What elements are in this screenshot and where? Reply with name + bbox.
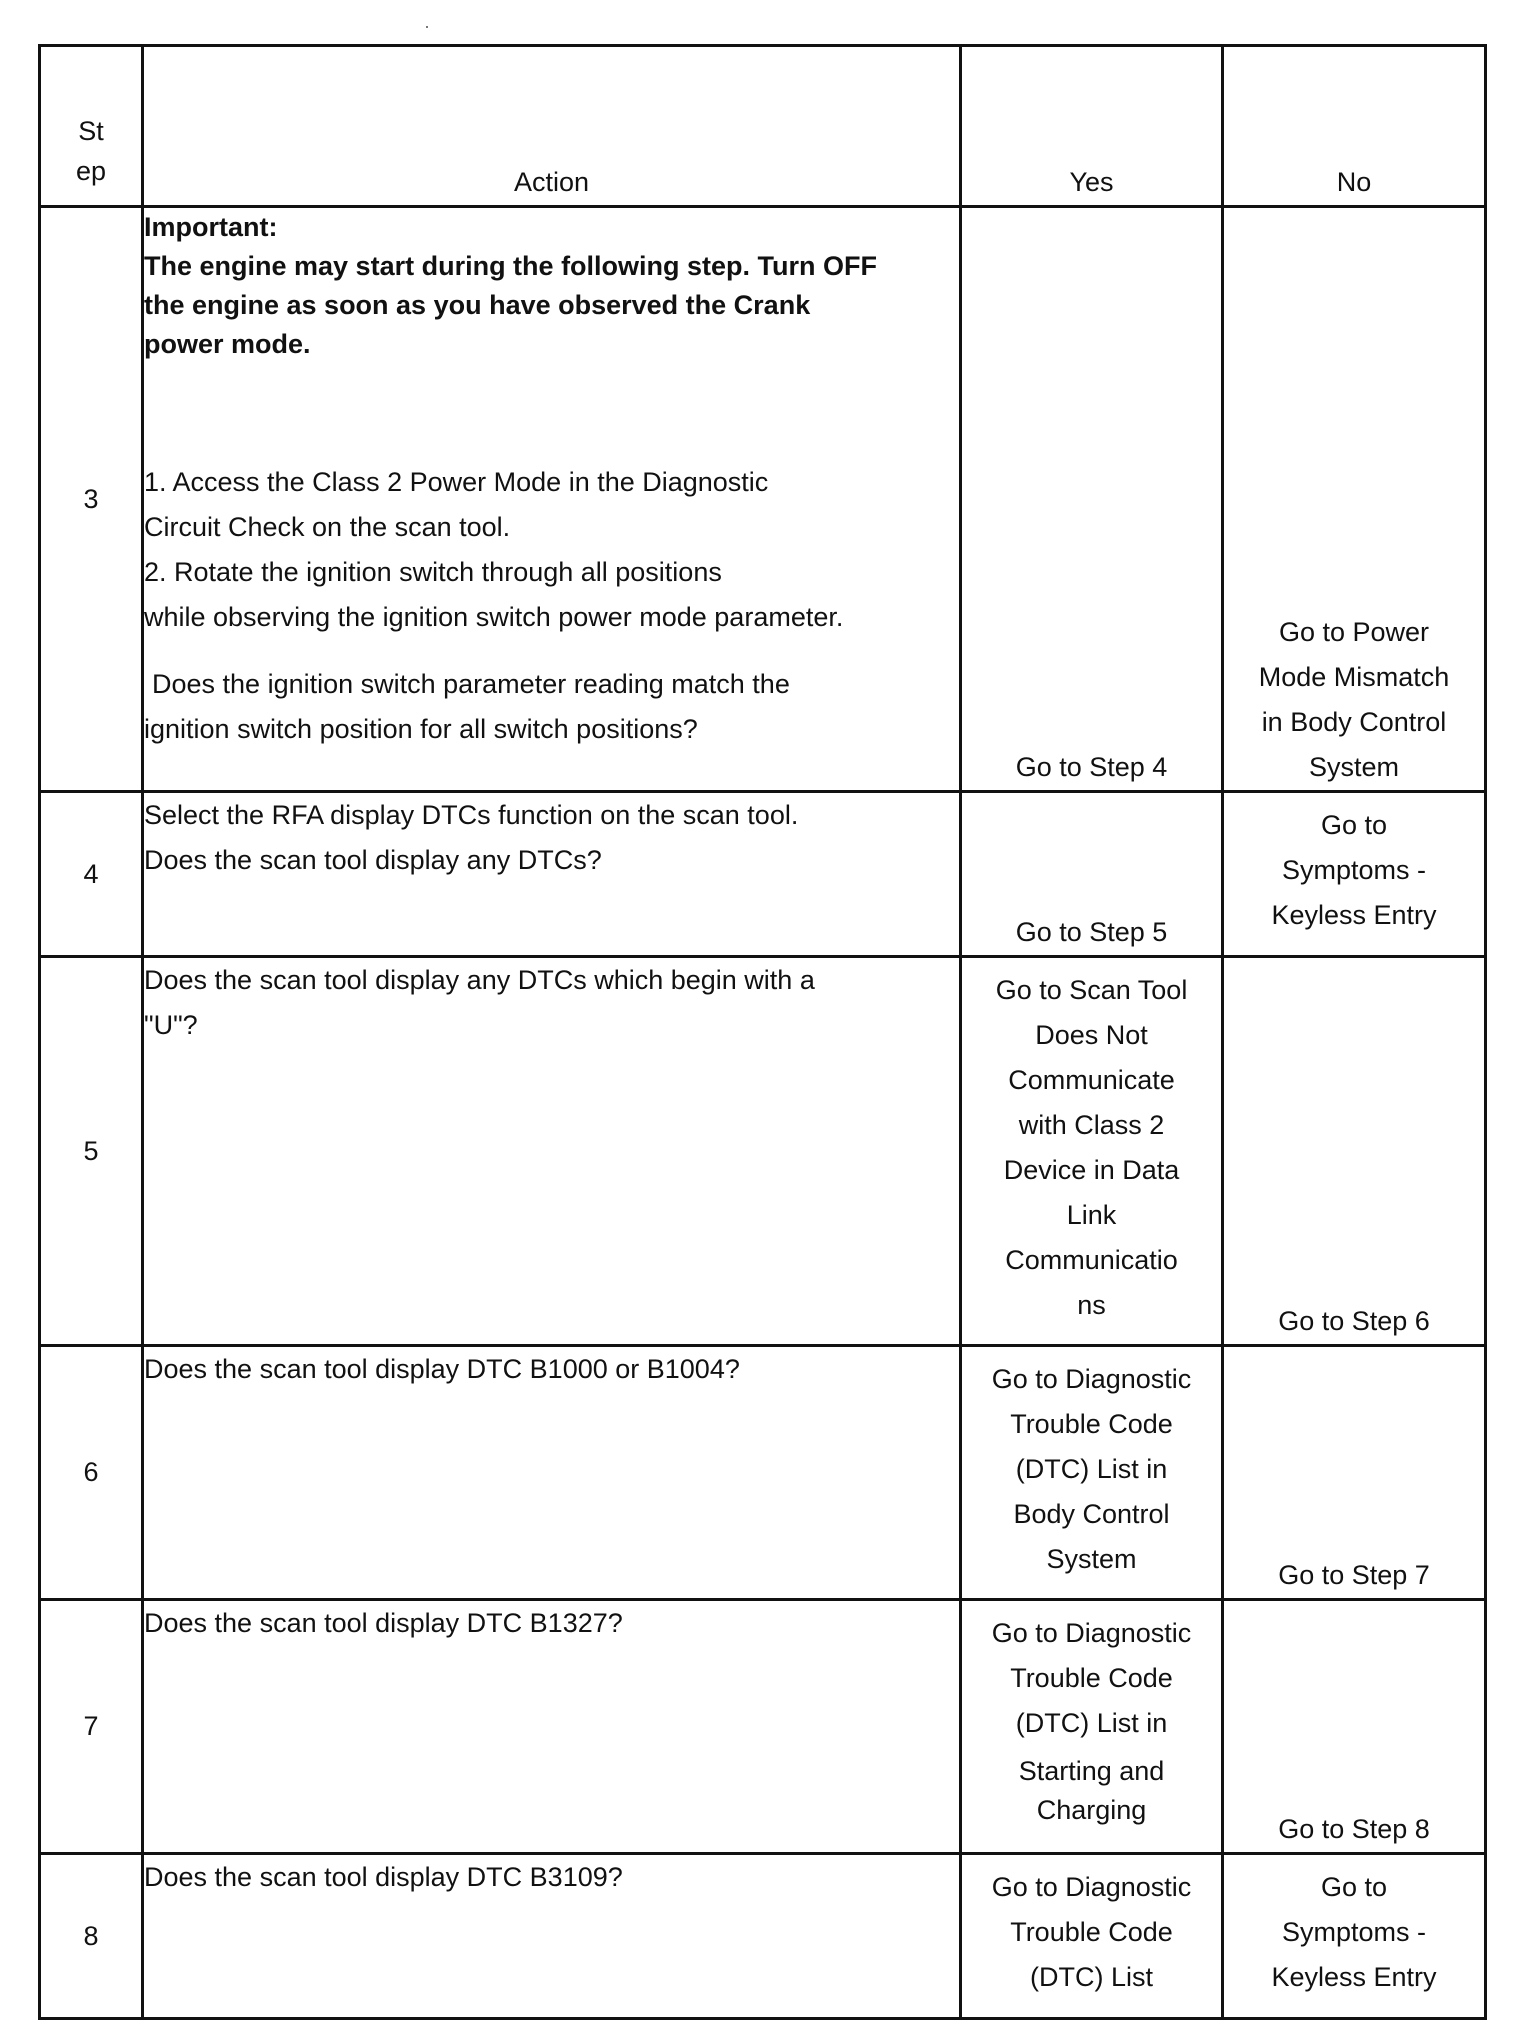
- diagnostic-table: [38, 44, 1487, 2020]
- no-text: Keyless Entry: [1271, 900, 1437, 930]
- important-text: The engine may start during the following step. Turn OFF: [144, 251, 878, 281]
- no-text: Symptoms -: [1281, 1917, 1427, 1947]
- action-cell: [143, 1854, 961, 2019]
- yes-text: Go to Step 4: [1015, 752, 1168, 782]
- yes-text: Go to Diagnostic: [991, 1364, 1192, 1394]
- no-text: Keyless Entry: [1271, 1962, 1437, 1992]
- step-number: 6: [40, 1346, 143, 1600]
- no-result: [1223, 1854, 1486, 2019]
- yes-result: [961, 1854, 1223, 2019]
- no-text: Go to Step 6: [1278, 1306, 1430, 1336]
- table-row: [40, 1854, 1486, 2019]
- action-text-cont: "U"?: [144, 1010, 198, 1040]
- step-number: 4: [40, 792, 143, 957]
- question-text-cont: ignition switch position for all switch positions?: [144, 714, 698, 744]
- step-number: 8: [40, 1854, 143, 2019]
- yes-text: Go to Diagnostic: [991, 1872, 1192, 1902]
- header-row: [40, 46, 1486, 207]
- step-number: 7: [40, 1600, 143, 1854]
- yes-text: System: [1046, 1544, 1137, 1574]
- yes-text: Device in Data: [1003, 1155, 1180, 1185]
- header-action: Action: [143, 46, 961, 207]
- procedure-step-2-cont: while observing the ignition switch power mode parameter.: [144, 602, 844, 632]
- yes-text: Starting and: [1018, 1756, 1165, 1786]
- header-step-line: ep: [75, 156, 107, 186]
- header-step-line: St: [78, 116, 104, 146]
- yes-text: (DTC) List in: [1015, 1708, 1168, 1738]
- yes-text: ns: [1077, 1290, 1106, 1320]
- no-result: [1223, 792, 1486, 957]
- important-note: [144, 208, 959, 364]
- yes-text: Does Not: [1035, 1020, 1148, 1050]
- yes-text: Go to Scan Tool: [995, 975, 1188, 1005]
- no-result: [1223, 1346, 1486, 1600]
- yes-result: [961, 1346, 1223, 1600]
- table-row: [40, 792, 1486, 957]
- no-text: Go to Step 8: [1278, 1814, 1430, 1844]
- yes-result: [961, 792, 1223, 957]
- action-text: Does the scan tool display DTC B1327?: [144, 1608, 623, 1638]
- procedure-step-1-cont: Circuit Check on the scan tool.: [144, 512, 511, 542]
- procedure-step-1: 1. Access the Class 2 Power Mode in the Diagnostic: [144, 467, 769, 497]
- procedure-step-2: 2. Rotate the ignition switch through all positions: [144, 557, 722, 587]
- yes-result: [961, 1600, 1223, 1854]
- header-step: [40, 46, 143, 207]
- no-result: [1223, 207, 1486, 792]
- important-text: power mode.: [144, 329, 311, 359]
- yes-text: Trouble Code: [1010, 1663, 1173, 1693]
- action-text: Does the scan tool display DTC B1000 or B1004?: [144, 1354, 740, 1384]
- yes-text: Communicatio: [1005, 1245, 1178, 1275]
- table-row: [40, 1346, 1486, 1600]
- important-text: the engine as soon as you have observed the Crank: [144, 290, 811, 320]
- yes-text: Trouble Code: [1010, 1409, 1173, 1439]
- step-number: 3: [40, 207, 143, 792]
- action-text: Select the RFA display DTCs function on the scan tool.: [144, 800, 799, 830]
- no-text: in Body Control: [1261, 707, 1447, 737]
- no-text: Go to: [1320, 1872, 1388, 1902]
- yes-text: (DTC) List: [1030, 1962, 1153, 1992]
- stray-mark: [426, 26, 428, 28]
- action-cell: [143, 1600, 961, 1854]
- table-row: [40, 1600, 1486, 1854]
- yes-text: Go to Diagnostic: [991, 1618, 1192, 1648]
- action-cell: [143, 792, 961, 957]
- action-text-cont: Does the scan tool display any DTCs?: [144, 845, 602, 875]
- no-result: [1223, 957, 1486, 1346]
- yes-text: (DTC) List in: [1015, 1454, 1168, 1484]
- yes-text: Go to Step 5: [1015, 917, 1168, 947]
- yes-text: Charging: [1036, 1795, 1147, 1825]
- table-row: [40, 957, 1486, 1346]
- action-text: Does the scan tool display DTC B3109?: [144, 1862, 623, 1892]
- no-result: [1223, 1600, 1486, 1854]
- no-text: Mode Mismatch: [1258, 662, 1450, 692]
- yes-text: with Class 2: [1018, 1110, 1165, 1140]
- no-text: Symptoms -: [1281, 855, 1427, 885]
- action-cell: [143, 957, 961, 1346]
- yes-text: Communicate: [1008, 1065, 1175, 1095]
- yes-result: [961, 207, 1223, 792]
- yes-text: Body Control: [1013, 1499, 1170, 1529]
- no-text: System: [1308, 752, 1400, 782]
- question-text: Does the ignition switch parameter reading match the: [152, 669, 790, 699]
- header-no: No: [1223, 46, 1486, 207]
- table-row: [40, 207, 1486, 792]
- no-text: Go to Power: [1278, 617, 1430, 647]
- important-label: Important:: [144, 212, 278, 242]
- yes-text: Link: [1066, 1200, 1117, 1230]
- step-number: 5: [40, 957, 143, 1346]
- action-text: Does the scan tool display any DTCs which begin with a: [144, 965, 815, 995]
- yes-text: Trouble Code: [1010, 1917, 1173, 1947]
- no-text: Go to: [1320, 810, 1388, 840]
- action-cell: [143, 207, 961, 792]
- yes-result: [961, 957, 1223, 1346]
- action-cell: [143, 1346, 961, 1600]
- no-text: Go to Step 7: [1278, 1560, 1430, 1590]
- header-yes: Yes: [961, 46, 1223, 207]
